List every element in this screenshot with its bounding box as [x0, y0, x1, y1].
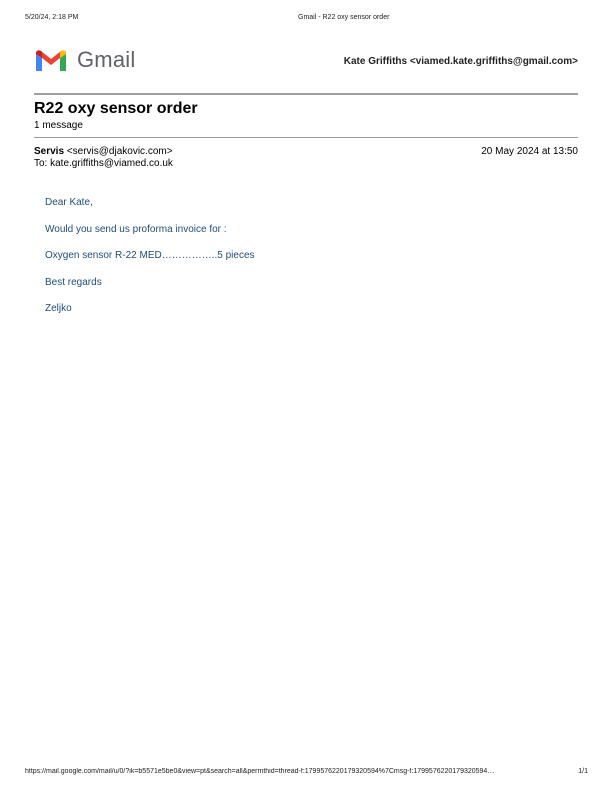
body-line: Zeljko: [45, 303, 72, 314]
gmail-logo: [34, 46, 144, 76]
sender-name: Servis: [34, 146, 65, 157]
body-line: Would you send us proforma invoice for :: [45, 224, 227, 235]
print-datetime: 5/20/24, 2:18 PM: [25, 14, 79, 21]
body-line: Dear Kate,: [45, 197, 93, 208]
print-page-number: 1/1: [578, 768, 588, 775]
thread-subject: R22 oxy sensor order: [34, 100, 198, 117]
message-sender: [34, 146, 173, 157]
header-divider: [34, 93, 578, 95]
message-date: 20 May 2024 at 13:50: [481, 146, 578, 157]
gmail-logo-text: Gmail: [77, 47, 136, 72]
message-count: 1 message: [34, 120, 83, 131]
print-url: https://mail.google.com/mail/u/0/?ik=b5571e5be0&view=pt&search=all&permthid=thread-f:1799576220179320594%7Cmsg-f:1799576220179320594…: [25, 768, 495, 775]
sender-email: <servis@djakovic.com>: [64, 146, 173, 157]
account-label: Kate Griffiths <viamed.kate.griffiths@gmail.com>: [343, 56, 578, 67]
print-page-title: Gmail - R22 oxy sensor order: [298, 14, 390, 21]
gmail-envelope-icon: [34, 48, 68, 73]
body-line: Best regards: [45, 277, 102, 288]
message-recipient: To: kate.griffiths@viamed.co.uk: [34, 158, 173, 169]
body-line: Oxygen sensor R-22 MED……………..5 pieces: [45, 250, 255, 261]
subject-divider: [34, 137, 578, 138]
